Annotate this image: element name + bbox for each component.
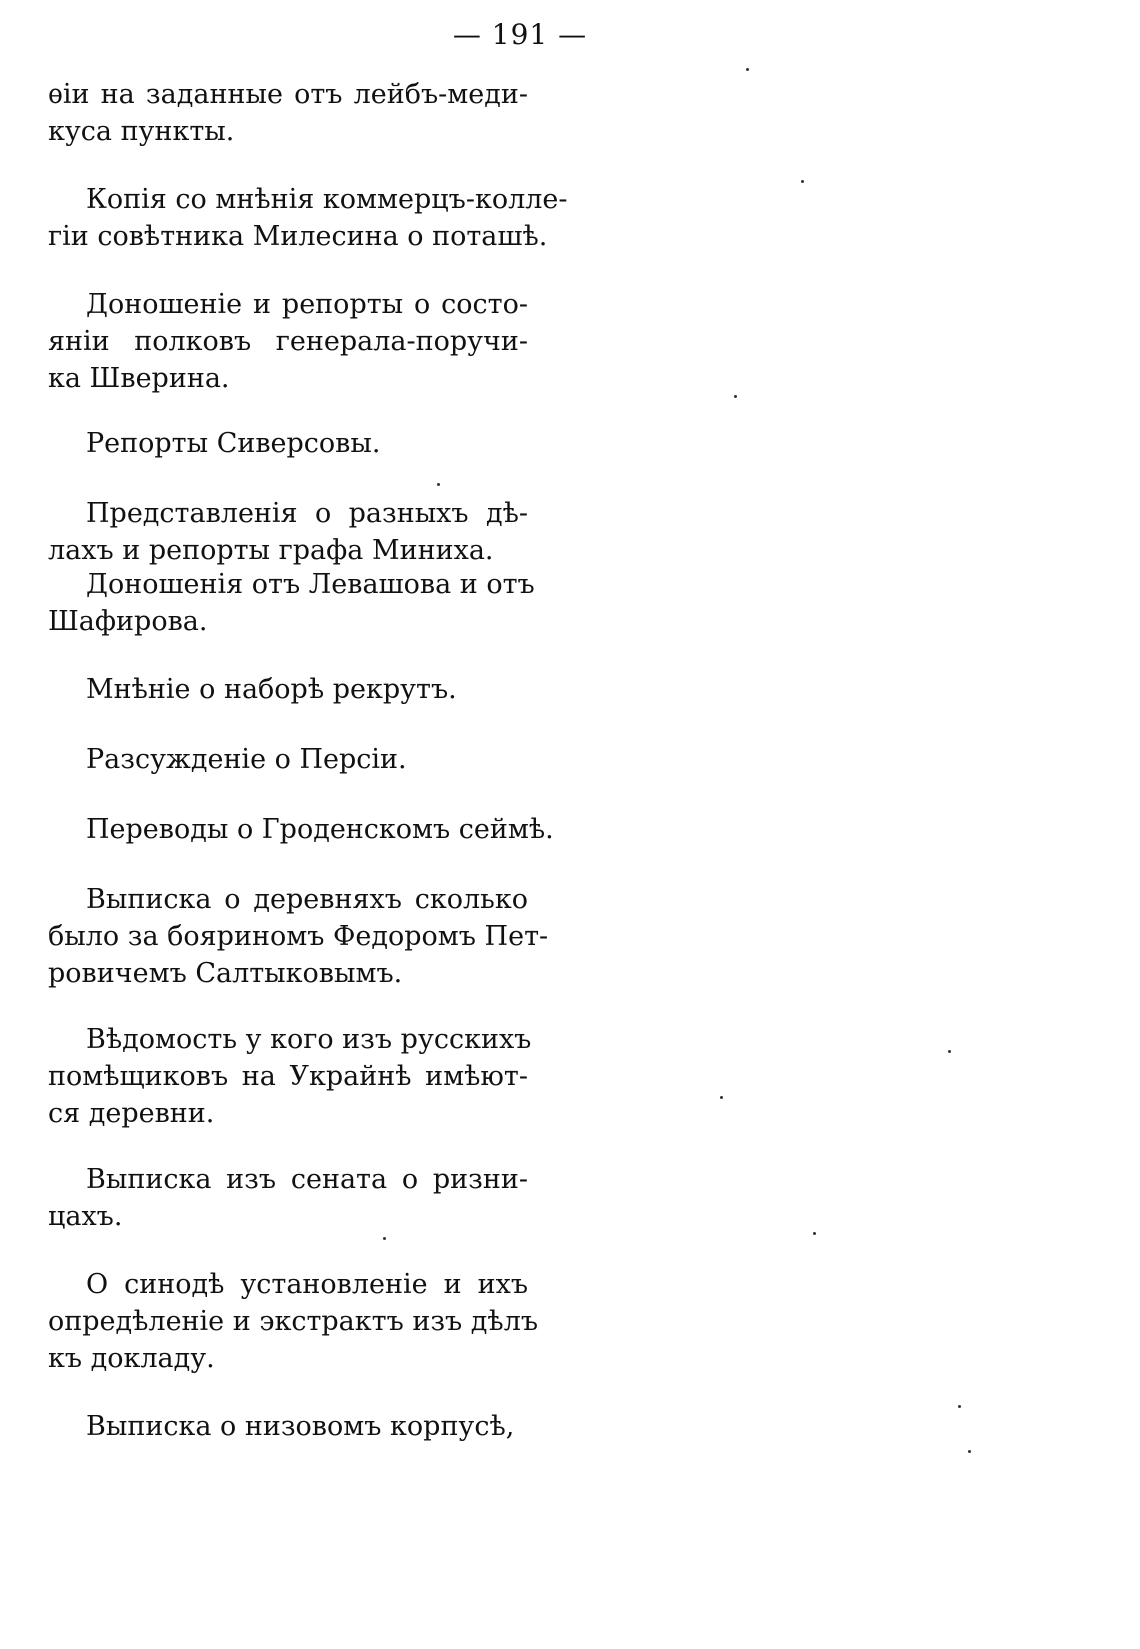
scan-speck — [813, 1232, 816, 1235]
entry-1 — [48, 76, 528, 150]
entry-line: Выписка о деревняхъ сколько — [86, 884, 528, 915]
entry-line: Выписка изъ сената о ризни- — [86, 1164, 528, 1195]
entry-line: О синодѣ установленіе и ихъ — [86, 1269, 528, 1300]
entry-5 — [48, 495, 528, 569]
entry-14 — [48, 1408, 528, 1445]
page-number: — 191 — — [452, 18, 588, 51]
scan-speck — [437, 483, 440, 486]
entry-line: ѳіи на заданные отъ лейбъ-меди- — [48, 79, 528, 110]
scan-speck — [958, 1405, 961, 1408]
entry-13 — [48, 1266, 539, 1377]
entry-line: лахъ и репорты графа Миниха. — [48, 535, 494, 566]
entry-10 — [48, 881, 549, 992]
entry-line: было за бояриномъ Федоромъ Пет- — [48, 921, 549, 952]
entry-line: гіи совѣтника Милесина о поташѣ. — [48, 221, 548, 252]
entry-line: Представленія о разныхъ дѣ- — [86, 498, 528, 529]
entry-line: опредѣленіе и экстрактъ изъ дѣлъ — [48, 1306, 539, 1337]
scan-speck — [746, 68, 749, 71]
entry-9 — [48, 811, 554, 848]
scan-speck — [383, 1237, 386, 1240]
entry-line: Шафирова. — [48, 606, 208, 637]
scan-speck — [734, 395, 737, 398]
entry-line: помѣщиковъ на Украйнѣ имѣют- — [48, 1061, 528, 1092]
entry-line: Переводы о Гроденскомъ сеймѣ. — [86, 814, 554, 845]
entry-3 — [48, 286, 528, 397]
entry-line: ся деревни. — [48, 1098, 215, 1129]
scan-speck — [948, 1050, 951, 1053]
entry-7 — [48, 671, 528, 708]
scan-speck — [801, 180, 804, 183]
entry-line: Доношенія отъ Левашова и отъ — [86, 569, 535, 600]
entry-2 — [48, 181, 568, 255]
entry-4 — [48, 425, 528, 462]
entry-line: цахъ. — [48, 1201, 123, 1232]
scan-speck — [968, 1450, 971, 1453]
entry-line: Выписка о низовомъ корпусѣ, — [86, 1411, 515, 1442]
entry-12 — [48, 1161, 528, 1235]
scan-speck — [720, 1096, 723, 1099]
entry-line: Репорты Сиверсовы. — [86, 428, 381, 459]
entry-line: къ докладу. — [48, 1343, 215, 1374]
entry-6 — [48, 566, 535, 640]
entry-line: яніи полковъ генерала-поручи- — [48, 326, 528, 357]
entry-11 — [48, 1021, 532, 1132]
entry-line: Мнѣніе о наборѣ рекрутъ. — [86, 674, 457, 705]
entry-line: Копія со мнѣнія коммерцъ-колле- — [86, 184, 568, 215]
entry-line: ровичемъ Салтыковымъ. — [48, 958, 403, 989]
entry-line: ка Шверина. — [48, 363, 230, 394]
entry-8 — [48, 741, 528, 778]
entry-line: Разсужденіе о Персіи. — [86, 744, 407, 775]
entry-line: Доношеніе и репорты о состо- — [86, 289, 528, 320]
entry-line: Вѣдомость у кого изъ русскихъ — [86, 1024, 532, 1055]
entry-line: куса пункты. — [48, 116, 235, 147]
